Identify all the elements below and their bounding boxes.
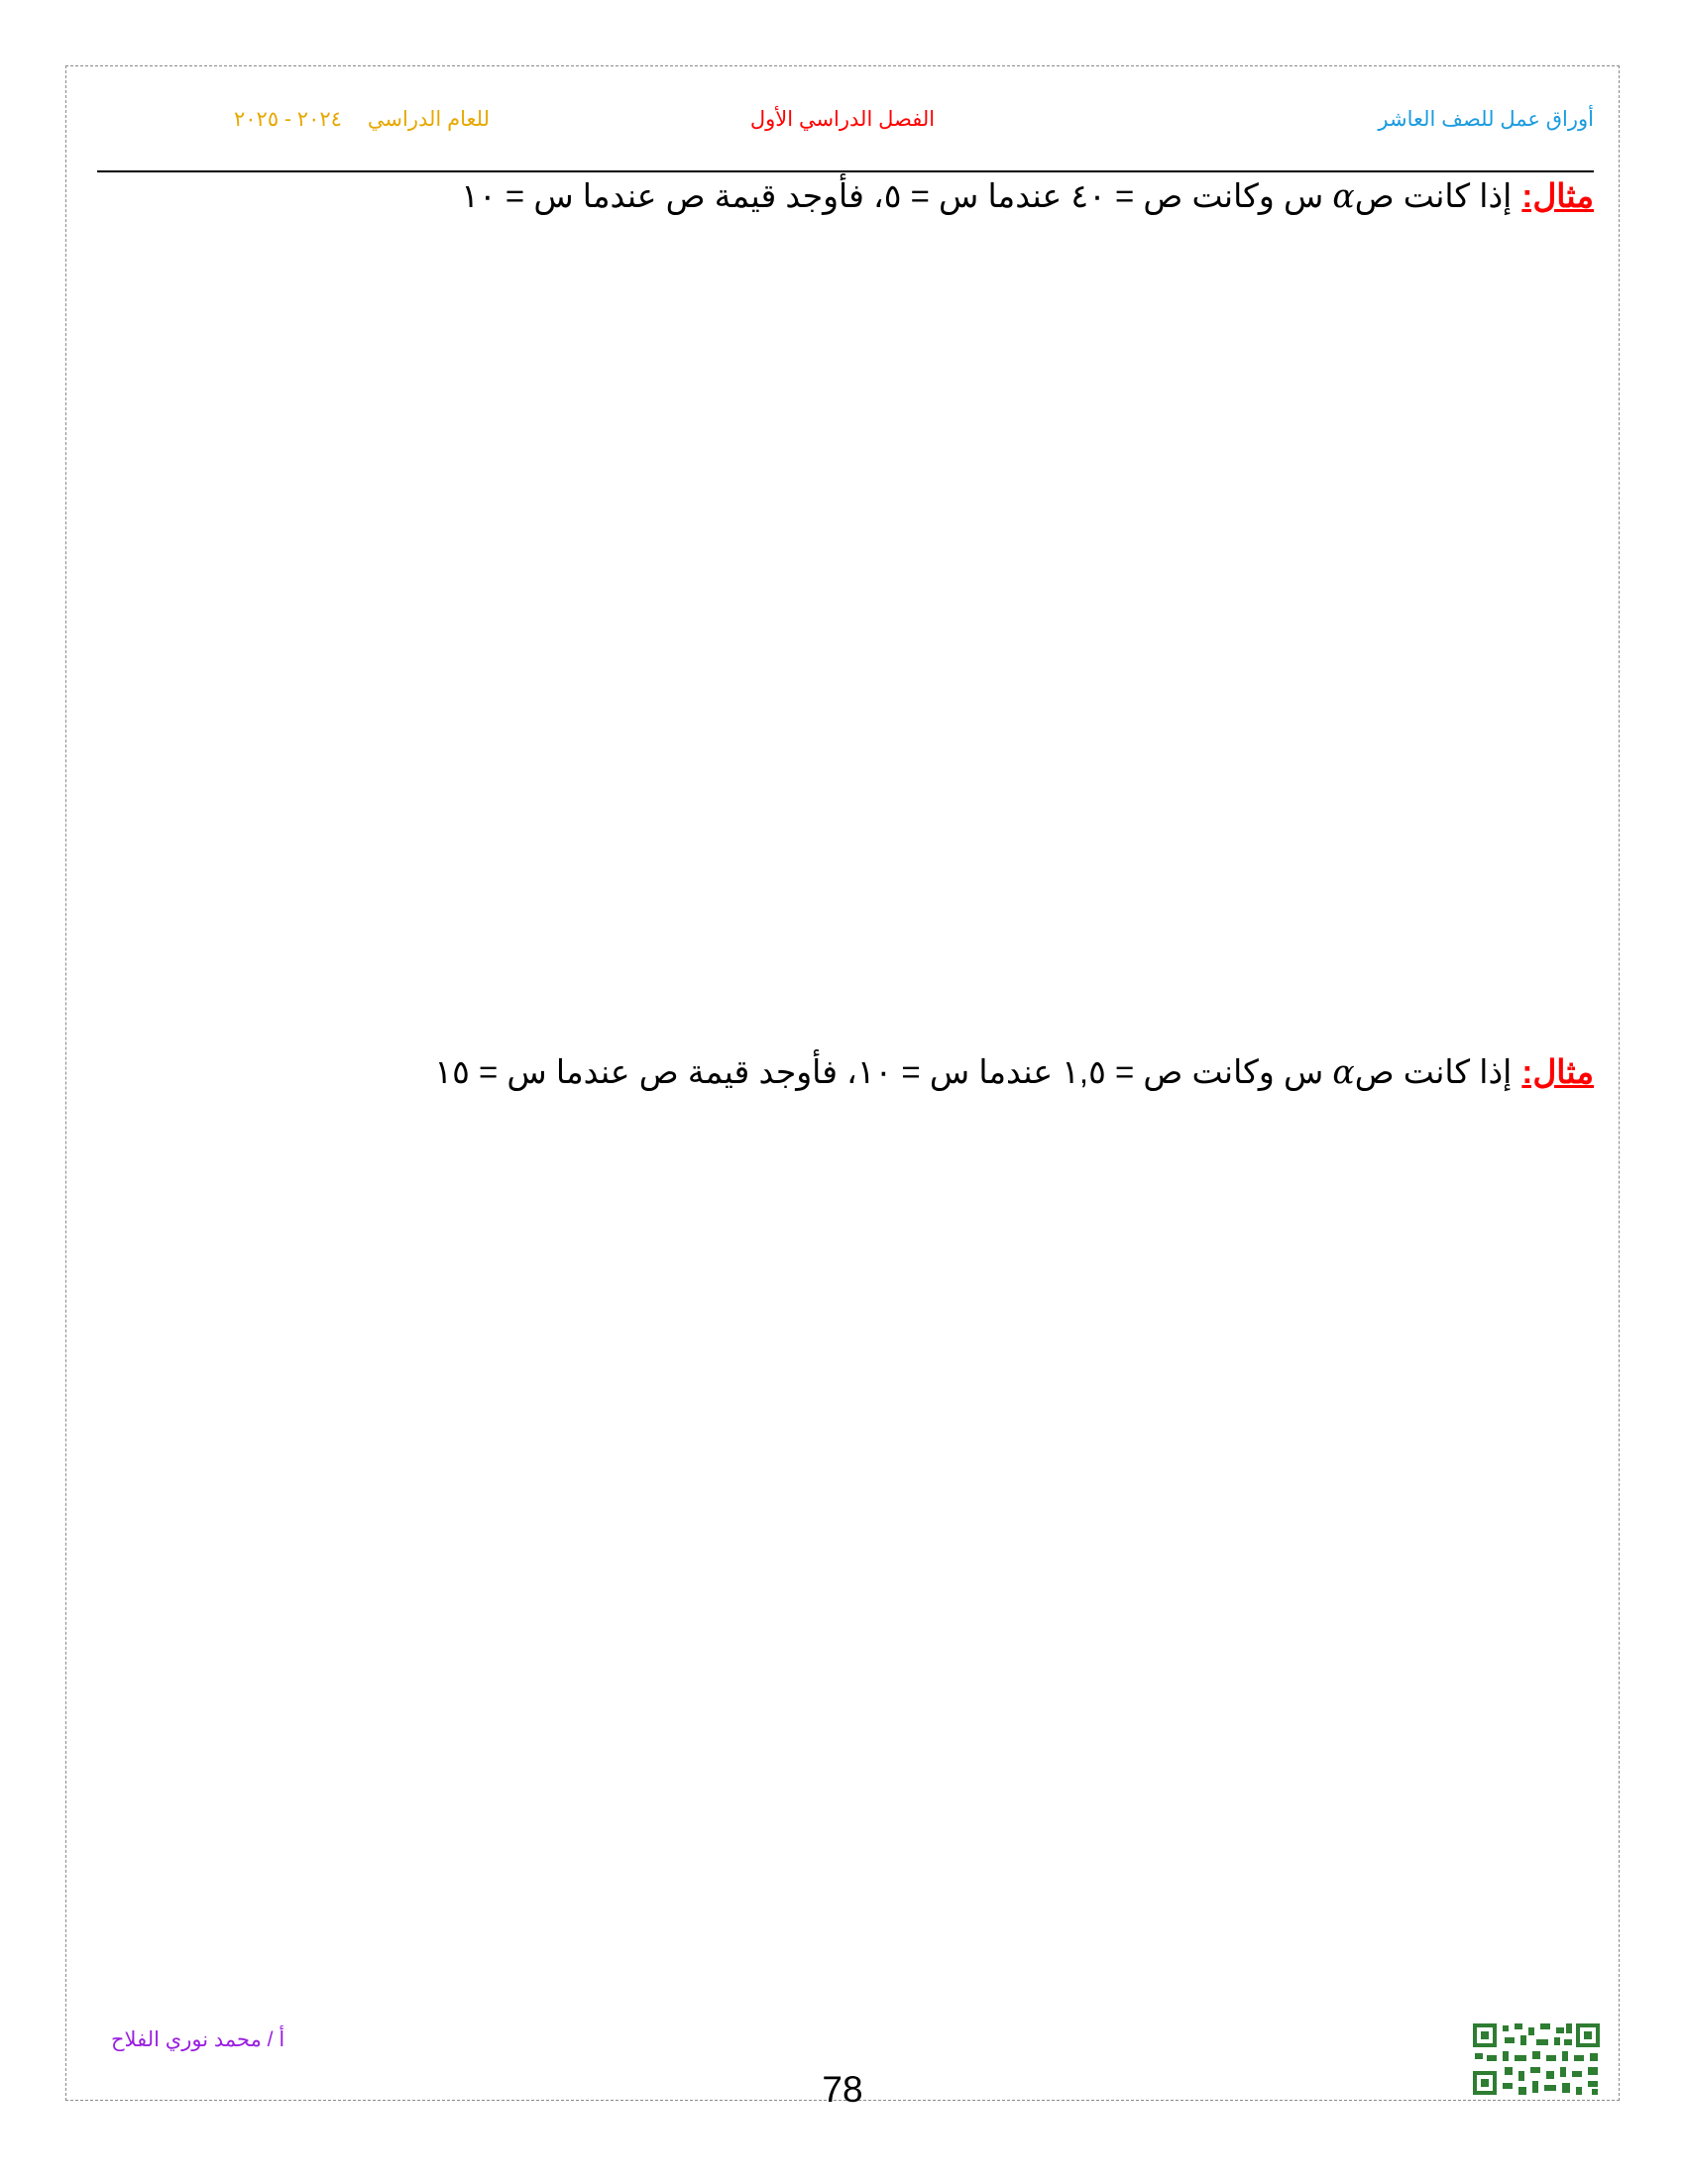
header-divider: [97, 170, 1594, 172]
example-text-end: س وكانت ص = ٤٠ عندما س = ٥، فأوجد قيمة ص عندما س = ١٠: [461, 177, 1333, 214]
example-label: مثال:: [1521, 1053, 1594, 1090]
proportional-symbol: α: [1332, 1052, 1355, 1091]
course-title: أوراق عمل للصف العاشر: [1378, 108, 1594, 131]
term-title: الفصل الدراسي الأول: [749, 108, 936, 131]
academic-year-label: للعام الدراسي: [367, 108, 490, 131]
qr-code-icon: [1471, 2021, 1602, 2097]
page-number: 78: [822, 2069, 863, 2110]
example-text-end: س وكانت ص = ١,٥ عندما س = ١٠، فأوجد قيمة ص عندما س = ١٥: [434, 1053, 1333, 1090]
example-text-start: إذا كانت ص: [1354, 1053, 1513, 1090]
proportional-symbol: α: [1332, 176, 1355, 215]
example-1: [461, 176, 1594, 215]
academic-year-value: ٢٠٢٤ - ٢٠٢٥: [234, 108, 342, 131]
example-label: مثال:: [1521, 177, 1594, 214]
example-text-start: إذا كانت ص: [1354, 177, 1513, 214]
author-name: أ / محمد نوري الفلاح: [111, 2028, 285, 2051]
example-2: [434, 1052, 1594, 1091]
academic-year: [234, 107, 490, 132]
